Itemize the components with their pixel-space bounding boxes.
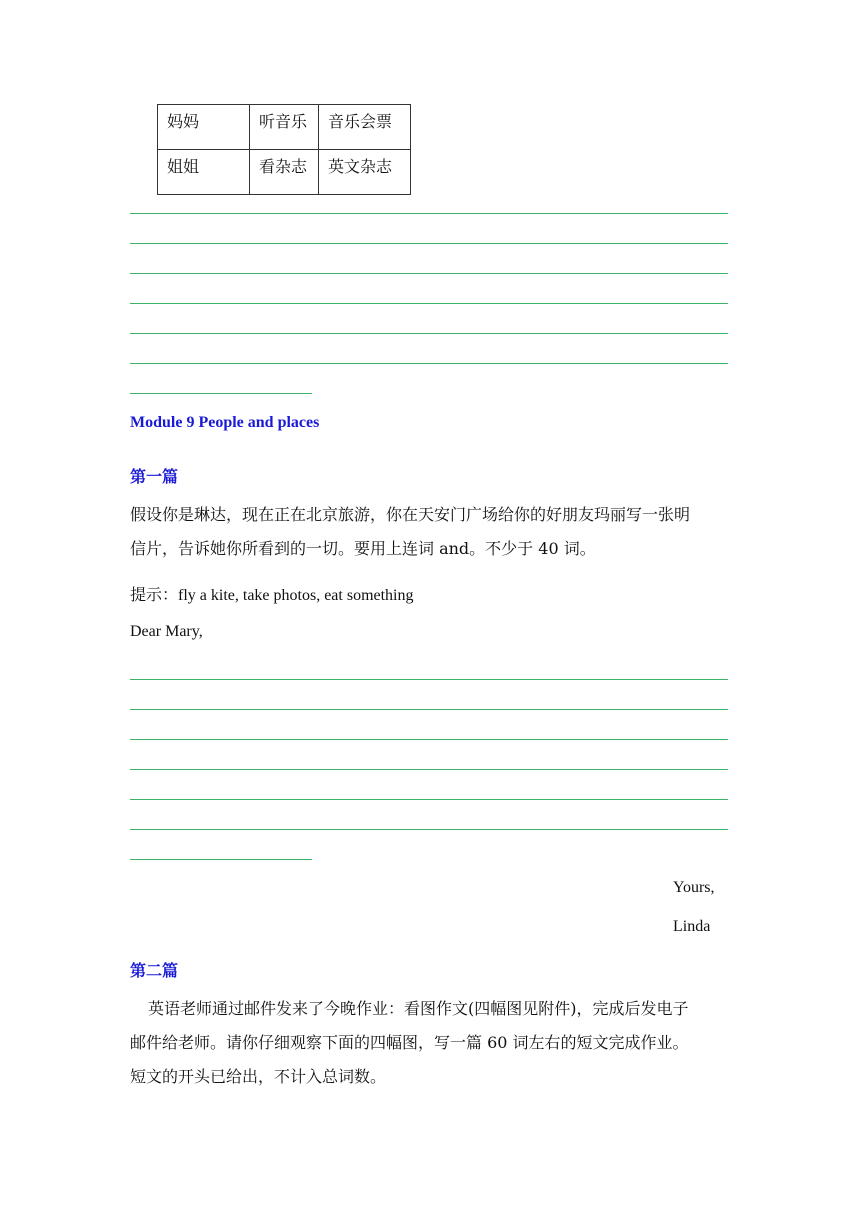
section-title: 第一篇: [130, 469, 179, 486]
answer-line[interactable]: [130, 829, 728, 830]
answer-line[interactable]: [130, 303, 728, 304]
table-cell: 妈妈: [158, 105, 250, 150]
letter-greeting: Dear Mary,: [130, 623, 203, 640]
preference-table: [157, 104, 411, 195]
module-heading: Module 9 People and places: [130, 414, 320, 431]
answer-line[interactable]: [130, 333, 728, 334]
prompt-paragraph: [130, 994, 730, 1092]
answer-line[interactable]: [130, 739, 728, 740]
table-row: [158, 105, 411, 150]
table-row: [158, 150, 411, 195]
answer-line[interactable]: [130, 273, 728, 274]
answer-line[interactable]: [130, 799, 728, 800]
prompt-line: 邮件给老师。请你仔细观察下面的四幅图，写一篇 60 词左右的短文完成作业。: [130, 1033, 689, 1052]
prompt-line: 短文的开头已给出，不计入总词数。: [130, 1067, 387, 1086]
answer-line[interactable]: [130, 769, 728, 770]
answer-line[interactable]: [130, 679, 728, 680]
answer-line[interactable]: [130, 859, 312, 860]
table-cell: 英文杂志: [319, 150, 411, 195]
answer-line[interactable]: [130, 393, 312, 394]
table-cell: 姐姐: [158, 150, 250, 195]
prompt-line: 信片，告诉她你所看到的一切。要用上连词 and。不少于 40 词。: [130, 539, 596, 558]
table-cell: 听音乐: [250, 105, 319, 150]
prompt-line: 英语老师通过邮件发来了今晚作业：看图作文(四幅图见附件)，完成后发电子: [148, 999, 689, 1018]
letter-signature: Linda: [673, 918, 711, 935]
prompt-paragraph: [130, 500, 730, 564]
answer-line[interactable]: [130, 363, 728, 364]
answer-line[interactable]: [130, 213, 728, 214]
letter-closing: Yours,: [673, 879, 715, 896]
table-cell: 看杂志: [250, 150, 319, 195]
table-cell: 音乐会票: [319, 105, 411, 150]
prompt-line: 假设你是琳达，现在正在北京旅游，你在天安门广场给你的好朋友玛丽写一张明: [130, 505, 691, 524]
section-title: 第二篇: [130, 963, 179, 980]
hint-text: 提示：fly a kite, take photos, eat something: [130, 587, 414, 604]
answer-line[interactable]: [130, 709, 728, 710]
answer-line[interactable]: [130, 243, 728, 244]
